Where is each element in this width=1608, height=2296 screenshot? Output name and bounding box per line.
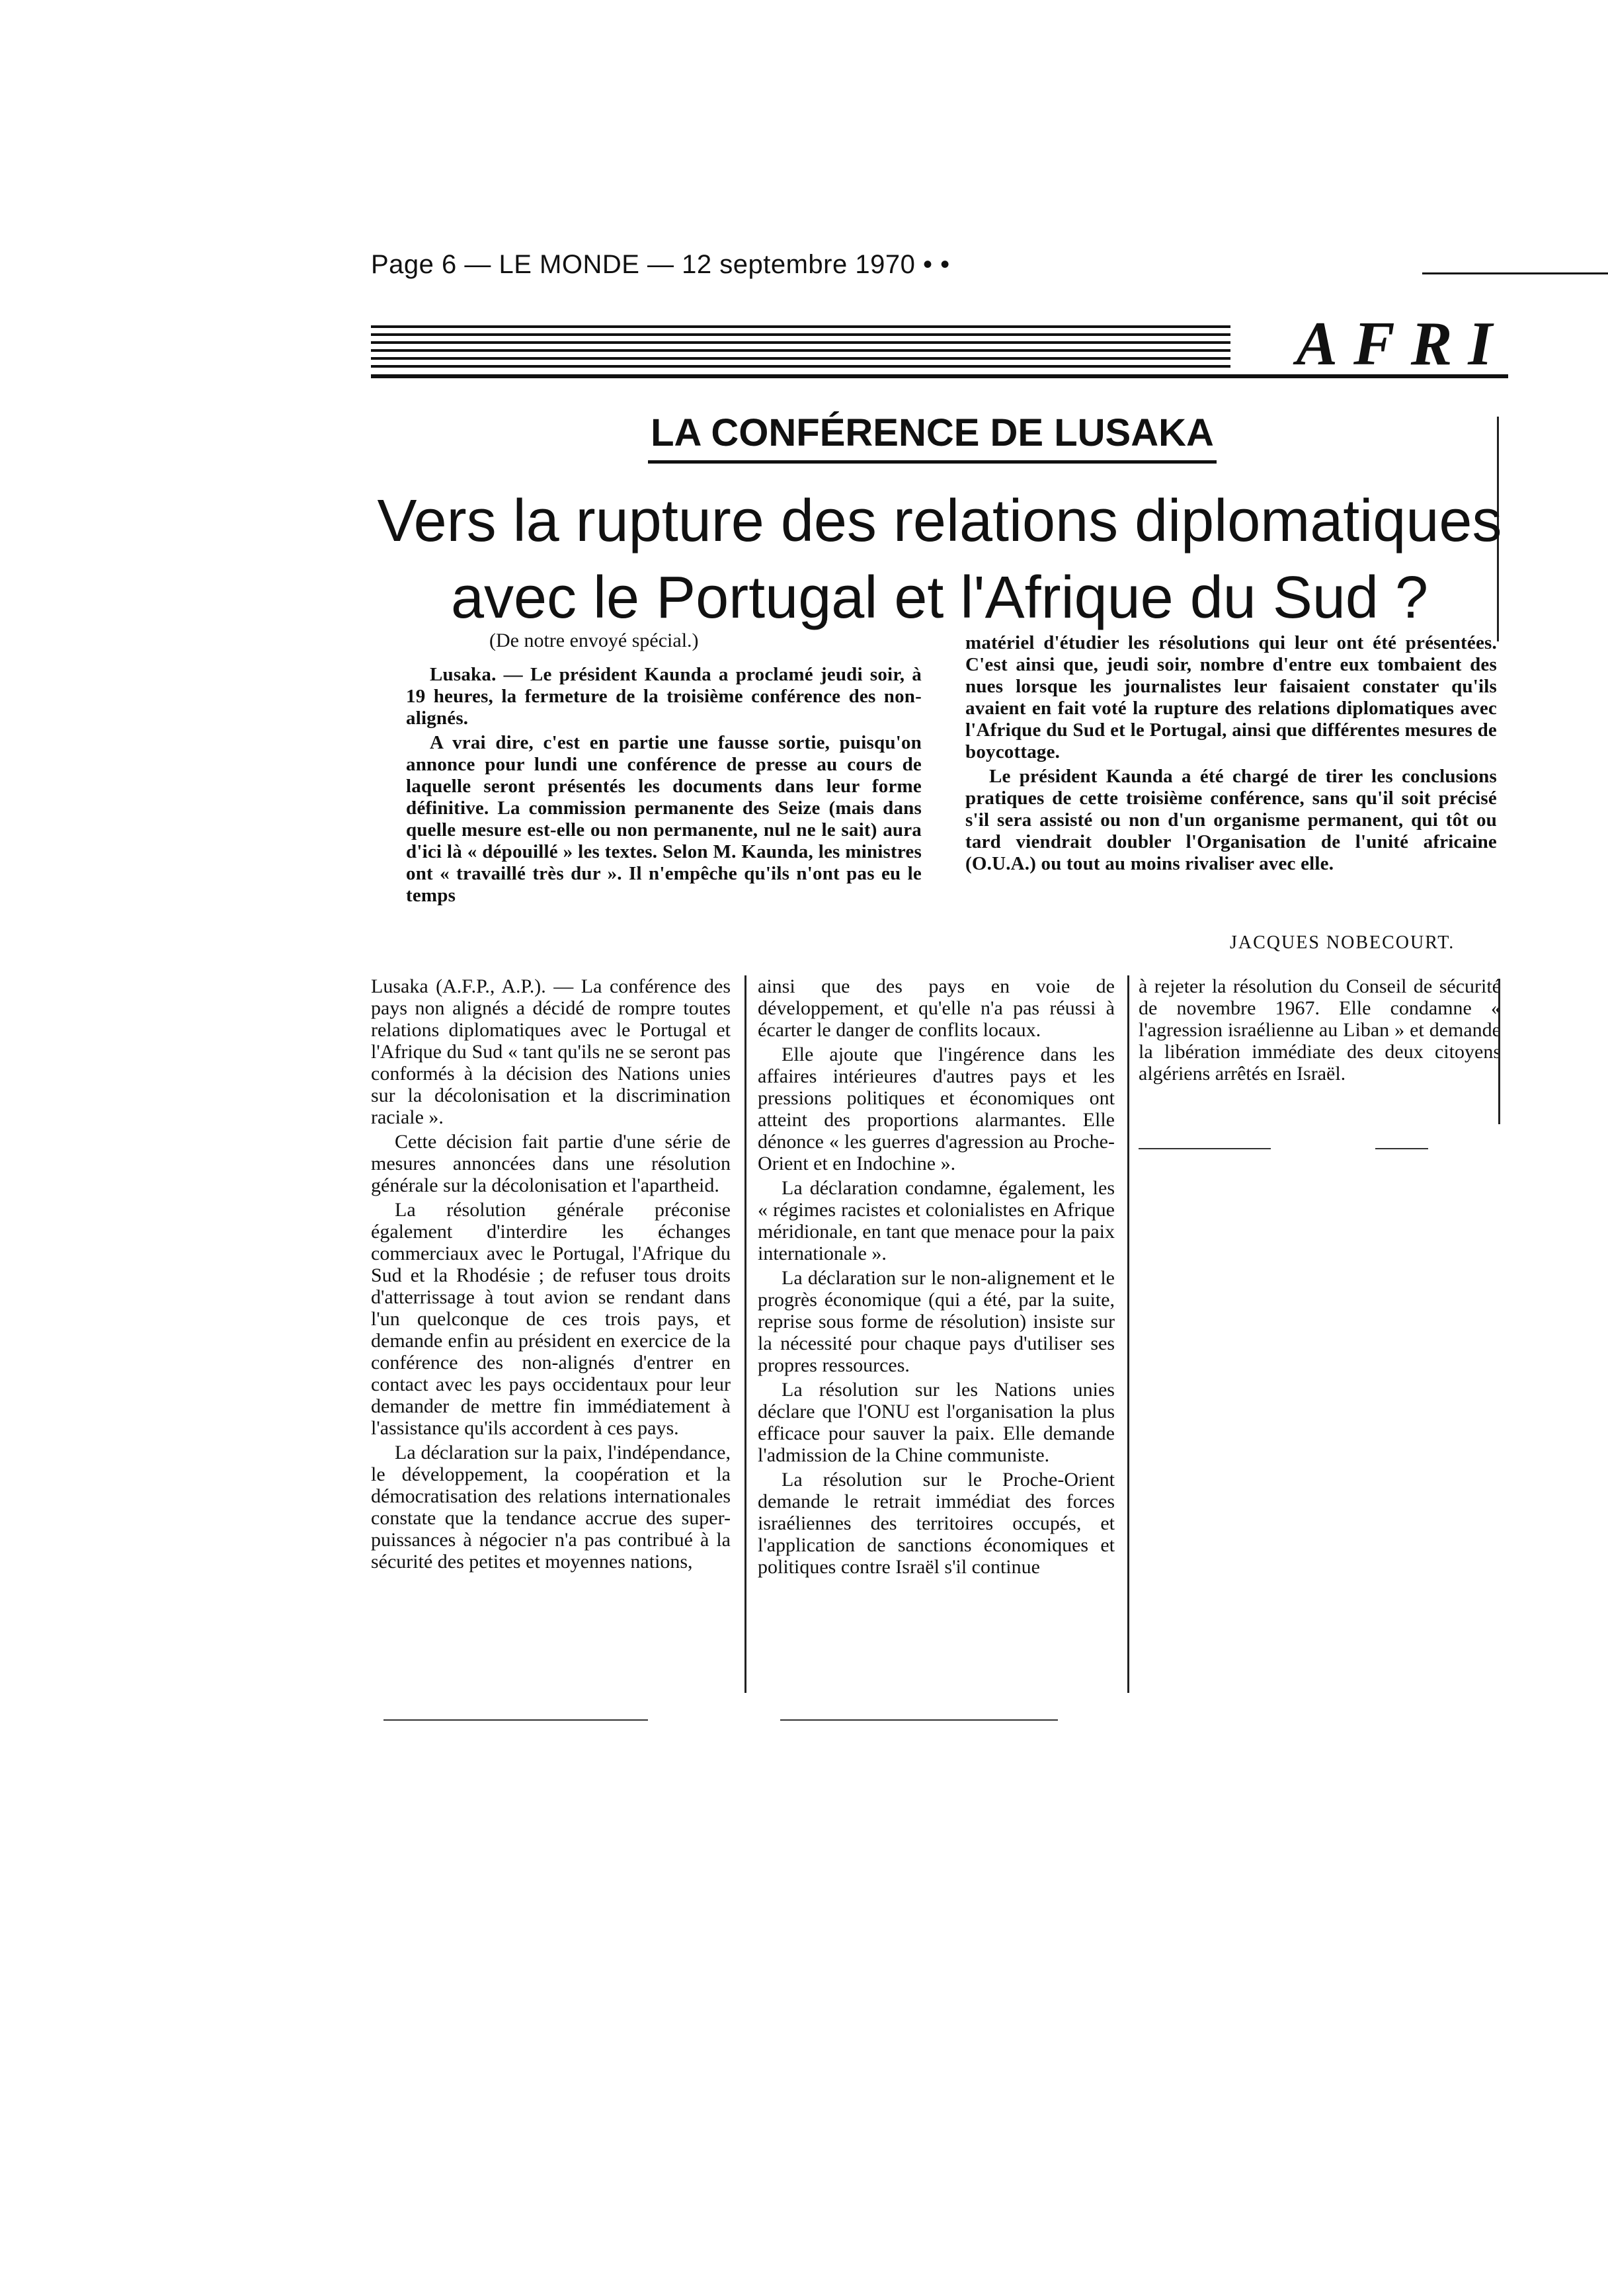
banner-stripe bbox=[371, 365, 1230, 368]
lede-paragraph: Le président Kaunda a été chargé de tirer les conclusions pratiques de cette troisième conférence, sans qu'il soit précisé s'il sera assisté ou non d'un organisme permanent, qui tôt ou tard viendrait doubler l'Organisation de l'unité africaine (O.U.A.) ou tout au moins rivaliser avec elle. bbox=[965, 766, 1497, 874]
body-paragraph: à rejeter la résolution du Conseil de sécurité de novembre 1967. Elle condamne « l'agression israélienne au Liban » et demande la libération immédiate des deux citoyens algériens arrêtés en Israël. bbox=[1139, 975, 1501, 1085]
body-column-1 bbox=[371, 975, 731, 1575]
body-paragraph: La résolution sur le Proche-Orient demande le retrait immédiat des forces israéliennes des territoires occupés, et l'application de sanctions économiques et politiques contre Israël s'il continue bbox=[758, 1469, 1115, 1578]
banner-stripe bbox=[371, 333, 1230, 336]
column-rule bbox=[1498, 979, 1500, 1124]
kicker-underline bbox=[648, 460, 1217, 464]
body-paragraph: Lusaka (A.F.P., A.P.). — La conférence des pays non alignés a décidé de rompre toutes relations diplomatiques avec le Portugal et l'Afrique du Sud « tant qu'ils ne se seront pas conformés à la décision des Nations unies sur la décolonisation et la discrimination raciale ». bbox=[371, 975, 731, 1128]
lede-paragraph: Lusaka. — Le président Kaunda a proclamé jeudi soir, à 19 heures, la fermeture de la troisième conférence des non-alignés. bbox=[406, 664, 922, 729]
dateline-note: (De notre envoyé spécial.) bbox=[489, 630, 699, 651]
headline-line-2: avec le Portugal et l'Afrique du Sud ? bbox=[450, 565, 1429, 631]
banner-stripe bbox=[371, 349, 1230, 352]
lede-column-left bbox=[406, 664, 922, 909]
section-banner bbox=[371, 311, 1508, 384]
body-column-2 bbox=[758, 975, 1115, 1580]
body-paragraph: La résolution sur les Nations unies déclare que l'ONU est l'organisation la plus efficace pour sauver la paix. Elle demande l'admission de la Chine communiste. bbox=[758, 1379, 1115, 1466]
end-rule bbox=[1375, 1148, 1428, 1149]
body-paragraph: Elle ajoute que l'ingérence dans les affaires intérieures d'autres pays et les pressions politiques et économiques ont atteint des proportions alarmantes. Elle dénonce « les guerres d'agression au Proche-Orient et en Indochine ». bbox=[758, 1044, 1115, 1174]
body-column-3 bbox=[1139, 975, 1501, 1087]
lede-paragraph: A vrai dire, c'est en partie une fausse sortie, puisqu'on annonce pour lundi une conférence de presse au cours de laquelle seront présentés les documents dans leur forme définitive. La commission permanente des Seize (mais dans quelle mesure est-elle ou non permanente, nul ne le sait) aura d'ici là « dépouillé » les textes. Selon M. Kaunda, les ministres ont « travaillé très dur ». Il n'empêche qu'ils n'ont pas eu le temps bbox=[406, 732, 922, 906]
banner-stripe bbox=[371, 341, 1230, 344]
body-paragraph: La déclaration sur la paix, l'indépendance, le développement, la coopération et la démocratisation des relations internationales constate que la tendance accrue des super-puissances à négocier n'a pas contribué à la sécurité des petites et moyennes nations, bbox=[371, 1442, 731, 1573]
section-title: AFRI bbox=[1296, 309, 1508, 378]
article-headline bbox=[371, 483, 1508, 636]
end-rule bbox=[383, 1719, 648, 1721]
running-header bbox=[371, 250, 1508, 296]
banner-stripe bbox=[371, 325, 1230, 328]
body-paragraph: ainsi que des pays en voie de développement, et qu'elle n'a pas réussi à écarter le danger de conflits locaux. bbox=[758, 975, 1115, 1041]
lede-column-right bbox=[965, 632, 1497, 878]
banner-stripe bbox=[371, 357, 1230, 360]
author-signature: JACQUES NOBECOURT. bbox=[1230, 932, 1455, 953]
headline-line-1: Vers la rupture des relations diplomatiques bbox=[377, 488, 1502, 554]
column-rule bbox=[1127, 975, 1129, 1693]
running-header-rule bbox=[1422, 272, 1608, 274]
running-header-text: Page 6 — LE MONDE — 12 septembre 1970 • • bbox=[371, 250, 950, 279]
lede-paragraph: matériel d'étudier les résolutions qui leur ont été présentées. C'est ainsi que, jeudi soir, nombre d'entre eux tombaient des nues lorsque les journalistes leur faisaient constater qu'ils avaient en fait voté la rupture des relations diplomatiques avec l'Afrique du Sud et le Portugal, ainsi que différentes mesures de boycottage. bbox=[965, 632, 1497, 762]
body-paragraph: La résolution générale préconise également d'interdire les échanges commerciaux avec le Portugal, l'Afrique du Sud et la Rhodésie ; de refuser tous droits d'atterrissage à tout avion se rendant dans l'un quelconque de ces trois pays, et demande enfin au président en exercice de la conférence des non-alignés d'entrer en contact avec les pays occidentaux pour leur demander de mettre fin immédiatement à l'assistance qu'ils accordent à ces pays. bbox=[371, 1199, 731, 1439]
column-rule bbox=[744, 975, 746, 1693]
body-paragraph: La déclaration sur le non-alignement et le progrès économique (qui a été, par la suite, reprise sous forme de résolution) insiste sur la nécessité pour chaque pays d'utiliser ses propres ressources. bbox=[758, 1267, 1115, 1376]
end-rule bbox=[1139, 1148, 1271, 1149]
end-rule bbox=[780, 1719, 1058, 1721]
body-paragraph: La déclaration condamne, également, les « régimes racistes et colonialistes en Afrique méridionale, en tant que menace pour la paix internationale ». bbox=[758, 1177, 1115, 1264]
body-paragraph: Cette décision fait partie d'une série de mesures annoncées dans une résolution générale sur la décolonisation et l'apartheid. bbox=[371, 1131, 731, 1196]
article-kicker: LA CONFÉRENCE DE LUSAKA bbox=[651, 411, 1214, 454]
